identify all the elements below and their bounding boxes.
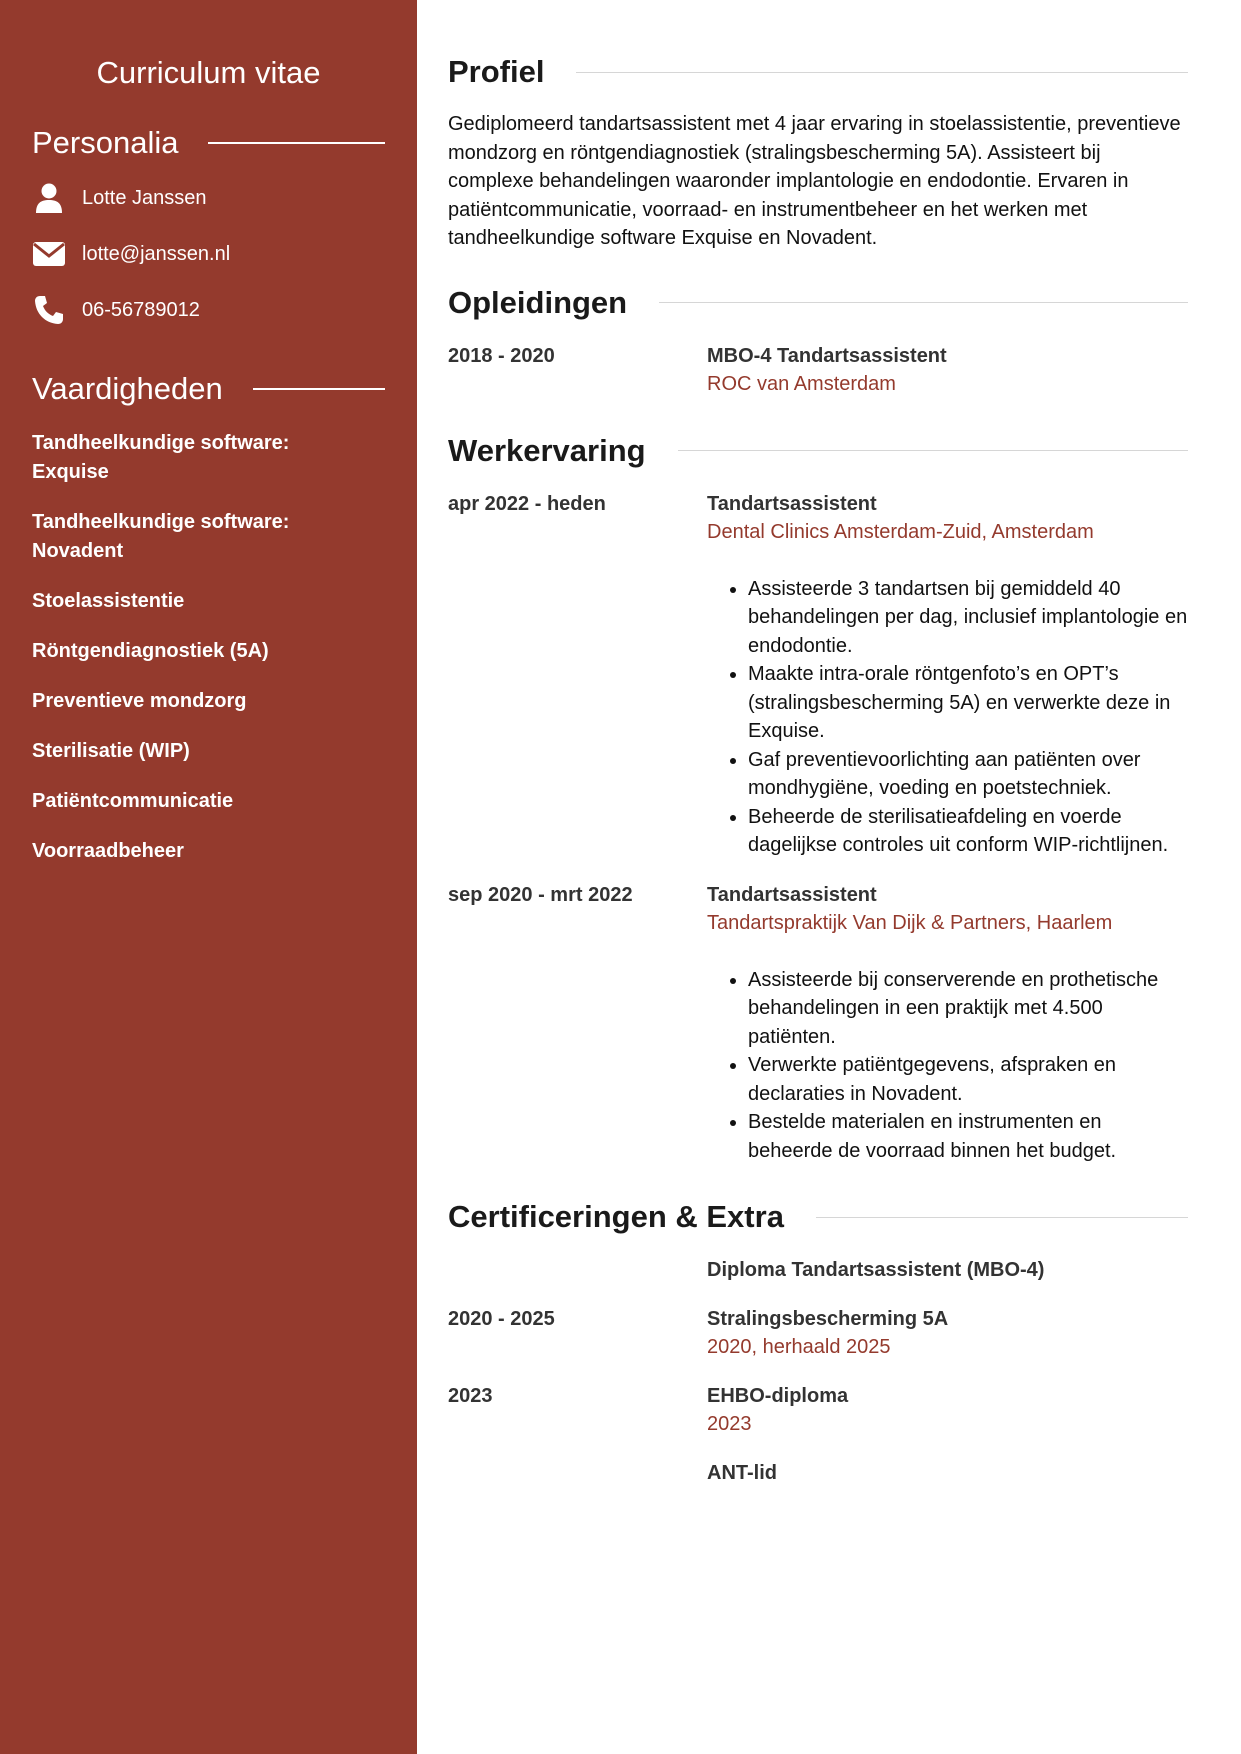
contact-name-value: Lotte Janssen — [82, 186, 207, 209]
certs-heading-label: Certificeringen & Extra — [448, 1199, 784, 1234]
entry-employer: Dental Clinics Amsterdam-Zuid, Amsterdam — [707, 521, 1094, 543]
bullet-item: • Beheerde de sterilisatieafdeling en voerde dagelijkse controles uit conform WIP-richtlijnen. — [748, 803, 1188, 860]
education-heading-label: Opleidingen — [448, 284, 628, 320]
entry-title: ANT-lid — [707, 1461, 777, 1484]
contact-email[interactable] — [32, 235, 385, 273]
entry-title: MBO-4 Tandartsassistent — [707, 344, 947, 367]
entry-date: 2023 — [448, 1384, 493, 1407]
certs-heading — [448, 1199, 1188, 1235]
skill-item: Stoelassistentie — [32, 590, 185, 612]
entry-employer: Tandartspraktijk Van Dijk & Partners, Haarlem — [707, 912, 1113, 934]
skill-item: Preventieve mondzorg — [32, 690, 247, 712]
skill-item: Sterilisatie (WIP) — [32, 740, 190, 762]
cert-entry — [448, 1256, 1188, 1285]
entry-note: 2023 — [707, 1413, 752, 1435]
personalia-heading — [32, 125, 385, 161]
entry-bullets — [707, 966, 1188, 1166]
entry-date: 2020 - 2025 — [448, 1307, 555, 1330]
bullet-item: • Gaf preventievoorlichting aan patiënten over mondhygiëne, voeding en poetstechniek. — [748, 746, 1188, 803]
entry-date — [448, 1256, 707, 1285]
entry-date: 2018 - 2020 — [448, 344, 555, 367]
education-heading — [448, 285, 1188, 321]
profile-heading-label: Profiel — [448, 54, 545, 89]
heading-rule — [659, 302, 1188, 303]
entry-date — [448, 1459, 707, 1488]
skills-list — [32, 429, 385, 866]
bullet-item: • Assisteerde bij conserverende en prothetische behandelingen in een praktijk met 4.500 patiënten. — [748, 966, 1188, 1052]
entry-title: Diploma Tandartsassistent (MBO-4) — [707, 1259, 1045, 1281]
cert-entry — [448, 1305, 1188, 1362]
work-heading — [448, 433, 1188, 469]
contact-phone-value[interactable]: 06-56789012 — [82, 298, 200, 321]
cert-entry — [448, 1382, 1188, 1439]
cert-entry — [448, 1459, 1188, 1488]
cv-title: Curriculum vitae — [96, 55, 321, 90]
main-content — [448, 0, 1188, 1487]
entry-bullets — [707, 575, 1188, 860]
heading-rule — [678, 450, 1188, 451]
skill-item: Voorraadbeheer — [32, 840, 184, 862]
heading-rule — [576, 72, 1188, 73]
entry-date: apr 2022 - heden — [448, 492, 606, 515]
profile-heading — [448, 54, 1188, 90]
contact-phone[interactable] — [32, 291, 385, 329]
skill-item: Patiëntcommunicatie — [32, 790, 234, 812]
heading-rule — [208, 142, 385, 144]
profile-text: Gediplomeerd tandartsassistent met 4 jaar ervaring in stoelassistentie, preventieve mondzorg en röntgendiagnostiek (stralingsbescherming 5A). Assisteert bij complexe behandelingen waaronder implantologie en endodontie. Ervaren in patiëntcommunicatie, voorraad- en instrumentbeheer en het werken met tandheelkundige software Exquise en Novadent. — [448, 113, 1181, 249]
entry-title: Tandartsassistent — [707, 883, 877, 906]
entry-note: 2020, herhaald 2025 — [707, 1336, 891, 1358]
skill-item: Tandheelkundige software: Exquise — [32, 432, 290, 483]
phone-icon — [32, 293, 66, 327]
bullet-item: • Assisteerde 3 tandartsen bij gemiddeld 40 behandelingen per dag, inclusief implantologie en endodontie. — [748, 575, 1188, 661]
bullet-item: • Bestelde materialen en instrumenten en beheerde de voorraad binnen het budget. — [748, 1108, 1188, 1165]
entry-institution: ROC van Amsterdam — [707, 373, 896, 395]
education-entry — [448, 342, 1188, 399]
work-heading-label: Werkervaring — [448, 432, 646, 468]
work-entry — [448, 881, 1188, 1166]
envelope-icon — [32, 237, 66, 271]
heading-rule — [253, 388, 385, 390]
bullet-item: • Maakte intra-orale röntgenfoto’s en OPT’s (stralingsbescherming 5A) en verwerkte deze in Exquise. — [748, 660, 1188, 746]
entry-date: sep 2020 - mrt 2022 — [448, 883, 633, 906]
contact-name — [32, 179, 385, 217]
skill-item: Tandheelkundige software: Novadent — [32, 511, 290, 562]
contact-email-value[interactable]: lotte@janssen.nl — [82, 242, 231, 265]
skill-item: Röntgendiagnostiek (5A) — [32, 640, 269, 662]
user-icon — [32, 181, 66, 215]
skills-heading — [32, 371, 385, 407]
sidebar — [0, 0, 417, 1754]
work-entry — [448, 490, 1188, 860]
skills-heading-label: Vaardigheden — [32, 371, 223, 406]
personalia-heading-label: Personalia — [32, 125, 179, 160]
bullet-item: • Verwerkte patiëntgegevens, afspraken en declaraties in Novadent. — [748, 1051, 1188, 1108]
entry-title: Stralingsbescherming 5A — [707, 1307, 949, 1330]
entry-title: EHBO-diploma — [707, 1384, 849, 1407]
entry-title: Tandartsassistent — [707, 492, 877, 515]
heading-rule — [816, 1217, 1188, 1218]
